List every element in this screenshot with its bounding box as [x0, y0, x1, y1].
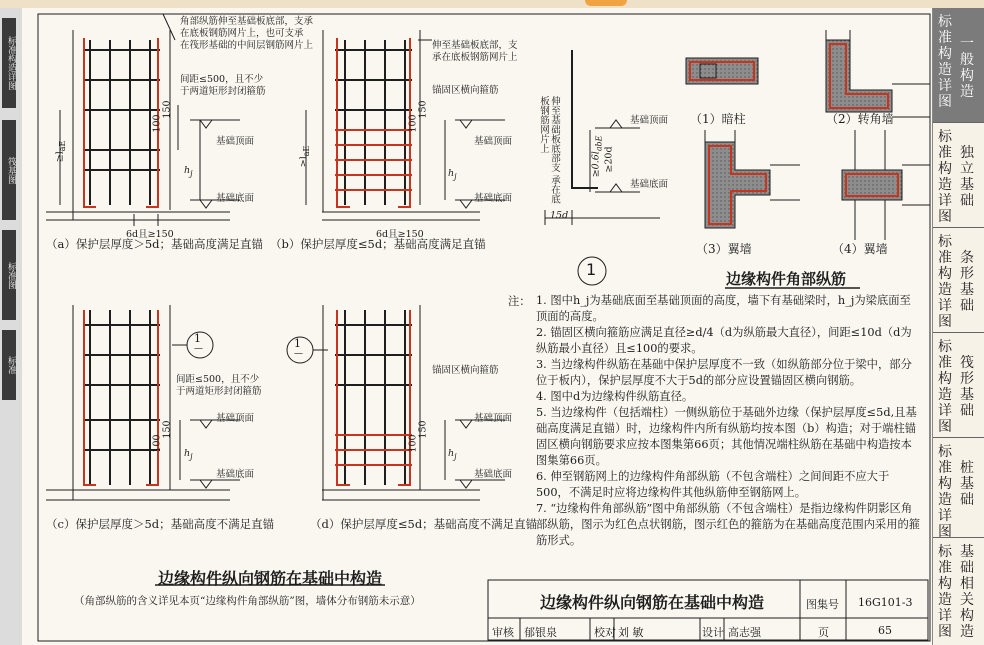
- corner-label-2: （2）转角墙: [826, 112, 894, 126]
- right-tab-related[interactable]: [933, 538, 984, 645]
- fig-b-dim-hj-sub: j: [454, 171, 457, 181]
- right-tab-4-col1: 标准构造详图: [938, 339, 952, 435]
- note-4: 4. 图中d为边缘构件纵筋直径。: [536, 390, 694, 403]
- fig-c-ref-den: —: [194, 344, 203, 354]
- fig-d-dim-hj-sub: j: [454, 451, 457, 461]
- corner-wall-shape: [826, 40, 892, 112]
- fig-a-dim-hj: h: [184, 165, 191, 176]
- detail-vertical-l2: 承在底板钢筋网片上: [538, 96, 560, 204]
- right-tab-general[interactable]: [933, 8, 984, 123]
- right-tab-6-col2: 基础相关构造: [960, 544, 974, 640]
- fig-b-dim-lae-sub: aE: [302, 145, 312, 157]
- corner-label-3: （3）翼墙: [696, 242, 752, 256]
- figure-d-drawing: [287, 305, 505, 500]
- main-title: 边缘构件纵向钢筋在基础中构造: [158, 569, 383, 588]
- fig-c-bottom-label: 基础底面: [216, 469, 255, 480]
- title-block-review-label: 审核: [492, 626, 514, 639]
- flange-wall-3-shape: [705, 142, 770, 228]
- left-tab-2[interactable]: 筏基图: [2, 120, 16, 220]
- fig-d-dim-150: 150: [417, 420, 429, 439]
- main-subtitle: （角部纵筋的含义详见本页“边缘构件角部纵筋”图，墙体分布钢筋未示意）: [74, 595, 421, 607]
- title-block-designer: 高志强: [728, 626, 761, 639]
- left-tab-3[interactable]: 标准图: [2, 230, 16, 320]
- fig-a-dim-lae: ≥l: [54, 151, 66, 163]
- right-tab-pile[interactable]: [933, 438, 984, 538]
- fig-b-dim-150: 150: [417, 100, 429, 119]
- detail-dim-15: 15d: [550, 210, 569, 221]
- title-block-checker: 刘 敏: [618, 626, 644, 639]
- detail-vertical-l1: 伸至基础板底部支: [549, 96, 560, 172]
- title-block-reviewer: 郁银泉: [524, 626, 557, 639]
- fig-c-dim-hj-sub: j: [190, 451, 193, 461]
- fig-b-callout1-l1: 伸至基础板底部，支: [432, 40, 518, 51]
- fig-d-caption: （d）保护层厚度≤5d；基础高度不满足直锚: [310, 517, 538, 531]
- right-tab-2-col2: 独立基础: [960, 145, 974, 209]
- fig-d-top-label: 基础顶面: [474, 413, 513, 424]
- fig-c-callout-l1: 间距≤500，且不少: [176, 374, 260, 385]
- corner-label-1: （1）暗柱: [690, 112, 746, 126]
- right-tab-1-col1: 标准构造详图: [938, 14, 952, 110]
- corner-circle-number: 1: [586, 260, 597, 279]
- fig-b-caption: （b）保护层厚度≤5d；基础高度满足直锚: [270, 237, 486, 251]
- fig-a-bottom-label: 基础底面: [216, 193, 255, 204]
- fig-b-top-label: 基础顶面: [474, 136, 513, 147]
- fig-d-dim-hj: h: [448, 448, 455, 459]
- fig-c-dim-150: 150: [161, 420, 173, 439]
- right-tab-3-col2: 条形基础: [960, 250, 974, 314]
- note-2: 2. 锚固区横向箍筋应满足直径≥d/4（d为纵筋最大直径），间距≤10d（d为纵筋最小直径）且≤100的要求。: [536, 326, 912, 355]
- fig-c-dim-100: 100: [151, 434, 163, 453]
- left-tab-4[interactable]: 标准: [2, 330, 16, 400]
- fig-a-dim-lae-sub: aE: [58, 140, 68, 152]
- fig-c-ref-num: 1: [194, 332, 201, 345]
- detail-dim-06-sub: abE: [594, 135, 604, 152]
- fig-b-callout2: 锚固区横向箍筋: [432, 85, 499, 96]
- fig-d-callout: 锚固区横向箍筋: [432, 365, 499, 376]
- note-5: 5. 当边缘构件（包括端柱）一侧纵筋位于基础外边缘（保护层厚度≤5d,且基础高度满足直锚）时，边缘构件内所有纵筋均按本图（b）构造；对于端柱锚固区横向钢筋要求应按本图集第66页；其他情况端柱纵筋在基础中构造按本图集第66页。: [536, 406, 917, 467]
- right-tab-strip[interactable]: [933, 228, 984, 333]
- fig-b-dim-hj: h: [448, 168, 455, 179]
- fig-d-bottom-label: 基础底面: [474, 469, 513, 480]
- right-tab-6-col1: 标准构造详图: [938, 544, 952, 640]
- detail-dim-20: ≥20d: [603, 146, 615, 173]
- fig-a-top-label: 基础顶面: [216, 136, 255, 147]
- fig-a-dim-hj-sub: j: [190, 168, 193, 178]
- left-tab-1[interactable]: 标准构造详图: [2, 18, 16, 108]
- fig-a-callout2-l2: 于两道矩形封闭箍筋: [180, 86, 266, 97]
- right-tab-2-col1: 标准构造详图: [938, 129, 952, 225]
- note-1: 1. 图中h_j为基础底面至基础顶面的高度，墙下有基础梁时，h_j为梁底面至顶面的高度。: [536, 294, 911, 323]
- fig-b-dim-lae: ≥l: [298, 156, 310, 168]
- note-3: 3. 当边缘构件纵筋在基础中保护层厚度不一致（如纵筋部分位于梁中，部分位于板内），保护层厚度不大于5d的部分应设置锚固区横向钢筋。: [536, 358, 912, 387]
- right-tab-isolated[interactable]: [933, 123, 984, 228]
- fig-b-callout1-l2: 承在底板钢筋网片上: [432, 52, 518, 63]
- detail-bottom-label: 基础底面: [630, 179, 669, 190]
- right-tab-3-col1: 标准构造详图: [938, 234, 952, 330]
- fig-a-dim-100: 100: [151, 114, 163, 133]
- right-tab-column: [932, 8, 984, 645]
- fig-b-bottom-label: 基础底面: [474, 193, 513, 204]
- fig-a-callout1-l1: 角部纵筋伸至基础板底部，支承: [180, 16, 314, 27]
- fig-a-dim-bottom: 6d且≥150: [126, 229, 174, 240]
- title-block-atlas-no: 16G101-3: [858, 596, 913, 609]
- note-6: 6. 伸至钢筋网上的边缘构件角部纵筋（不包含端柱）之间间距不应大于500，不满足时应将边缘构件其他纵筋伸至钢筋网上。: [536, 470, 890, 499]
- title-block-check-label: 校对: [594, 626, 616, 639]
- detail-dim-06: ≥0.6l: [590, 151, 602, 178]
- fig-a-caption: （a）保护层厚度＞5d；基础高度满足直锚: [46, 237, 264, 251]
- fig-c-caption: （c）保护层厚度＞5d；基础高度不满足直锚: [46, 517, 275, 531]
- fig-d-ref-num: 1: [294, 337, 301, 350]
- right-tab-raft[interactable]: [933, 333, 984, 438]
- title-block-design-label: 设计: [702, 626, 724, 639]
- right-tab-1-col2: 一般构造: [960, 36, 974, 100]
- fig-b-dim-100: 100: [407, 114, 419, 133]
- fig-a-callout1-l3: 在筏形基础的中间层钢筋网片上: [180, 40, 314, 51]
- fig-d-ref-den: —: [294, 349, 303, 359]
- corner-label-4: （4）翼墙: [832, 242, 888, 256]
- right-tab-5-col2: 桩基础: [960, 460, 974, 508]
- title-block-title: 边缘构件纵向钢筋在基础中构造: [540, 593, 765, 612]
- notes-block: [536, 293, 921, 549]
- corner-title: 边缘构件角部纵筋: [726, 270, 847, 288]
- fig-b-dim-bottom: 6d且≥150: [376, 229, 424, 240]
- figure-c-drawing: [46, 305, 240, 500]
- title-block-atlas-label: 图集号: [806, 598, 839, 611]
- right-tab-4-col2: 筏形基础: [960, 355, 974, 419]
- fig-a-callout2-l1: 间距≤500，且不少: [180, 74, 264, 85]
- right-tab-5-col1: 标准构造详图: [938, 444, 952, 540]
- fig-d-dim-100: 100: [407, 434, 419, 453]
- fig-c-top-label: 基础顶面: [216, 413, 255, 424]
- notes-label: 注：: [508, 295, 531, 308]
- note-7: 7. “边缘构件角部纵筋”图中角部纵筋（不包含端柱）是指边缘构件阴影区角部纵筋，图示为红色点状钢筋，图示红色的箍筋为在基础高度范围内采用的箍筋形式。: [536, 502, 921, 547]
- fig-a-dim-150: 150: [161, 100, 173, 119]
- title-block-page-label: 页: [818, 626, 829, 639]
- fig-c-callout-l2: 于两道矩形封闭箍筋: [176, 386, 262, 397]
- fig-c-dim-hj: h: [184, 448, 191, 459]
- detail-top-label: 基础顶面: [630, 115, 669, 126]
- title-block-page-no: 65: [878, 624, 892, 637]
- fig-a-callout1-l2: 在底板钢筋网片上，也可支承: [180, 28, 304, 39]
